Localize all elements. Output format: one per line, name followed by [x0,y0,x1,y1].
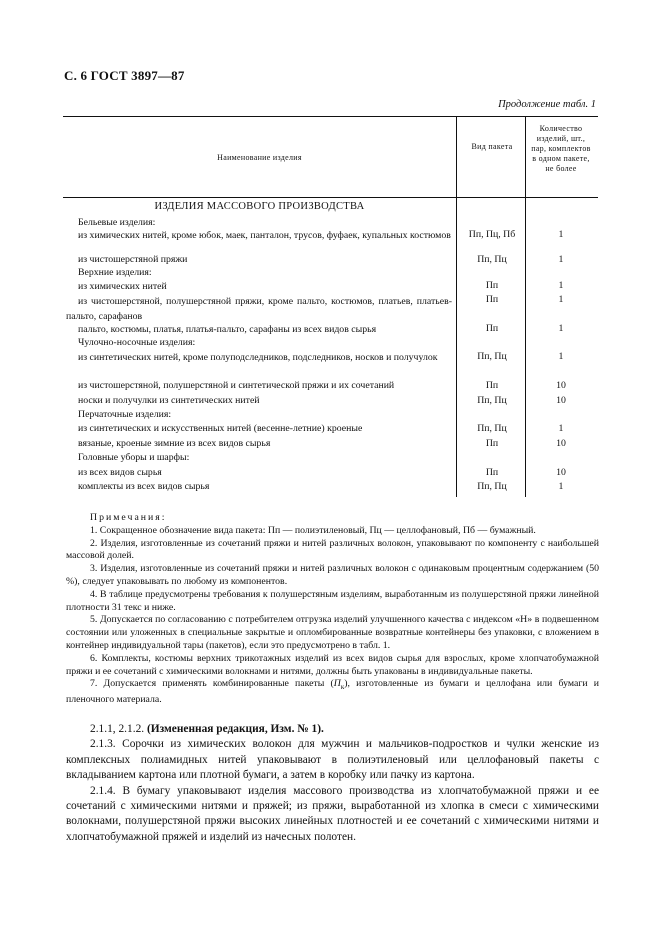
table-top-rule [63,116,598,117]
amendment-note: (Измененная редакция, Изм. № 1). [146,723,324,735]
table-row-category: Головные уборы и шарфы: [78,452,190,463]
note7-text-start: 7. Допускается применять комбинированные пакеты ( [90,678,334,690]
table-row-name: комплекты из всех видов сырья [78,481,210,492]
table-row-quantity: 1 [558,423,564,434]
table-row-quantity: 1 [558,229,564,240]
table-row-packet: Пп, Пц [477,481,507,492]
body-text [66,722,599,845]
column-header-quantity: Количество изделий, шт., пар, комплектов в одном пакете, не более [531,124,591,173]
table-row-packet: Пп, Пц, Пб [468,229,516,240]
combined-packet-subscript: к [340,683,345,692]
table-row-name: из химических нитей [78,281,167,292]
table-row-name: носки и получулки из синтетических нитей [78,395,260,406]
column-header-packet: Вид пакета [471,142,513,151]
table-row-packet: Пп, Пц [477,423,507,434]
table-row-name: из синтетических нитей, кроме полуподследников, подследников, носков и получулок [78,352,438,363]
table-row-quantity: 1 [558,280,564,291]
combined-packet-symbol: П [333,678,341,690]
paragraph-2-1-4: 2.1.4. В бумагу упаковывают изделия массового производства из хлопчатобумажной пряжи и ее сочетаний с химическими нитями и пряжей; из пряжи, выработанной из хлопка в смеси с химическими волокнами, полушерстяной пряжи высоких линейных плотностей и ее сочетаний с химическими нитями и хлопчатобумажной пряжей и изделий из начесных полотен. [66,784,599,843]
table-row-quantity: 1 [558,481,564,492]
table-row-name: вязаные, кроеные зимние из всех видов сырья [78,438,271,449]
paragraph-2-1-1 [66,722,599,737]
table-row-packet: Пп [485,280,499,291]
note-item: 6. Комплекты, костюмы верхних трикотажных изделий из всех видов сырья для взрослых, кроме хлопчатобумажной пряжи и ее сочетаний с химическими волокнами и нитями, должны быть упакованы в индивидуальные пакеты. [66,652,599,677]
table-row-quantity: 1 [558,351,564,362]
table-row-name: из чистошерстяной пряжи [78,254,188,265]
table-row-packet: Пп [485,467,499,478]
notes-title: Примечания: [90,512,167,523]
table-row-category: Верхние изделия: [78,267,152,278]
table-notes [66,512,599,707]
table-row-name: пальто, костюмы, платья, платья-пальто, сарафаны из всех видов сырья [78,324,377,335]
table-row-name: из чистошерстяной, полушерстяной пряжи, кроме пальто, костюмов, платьев, платьев-пальто, сарафанов [66,296,452,322]
note-item: 2. Изделия, изготовленные из сочетаний пряжи и нитей различных волокон, упаковывают по компоненту с наибольшей массовой долей. [66,537,599,562]
table-row-quantity: 1 [558,323,564,334]
table-row-name: из всех видов сырья [78,467,162,478]
table-row-packet: Пп, Пц [477,351,507,362]
note-item [66,678,599,707]
paragraph-number: 2.1.1, 2.1.2. [90,723,147,735]
note-item: 1. Сокращенное обозначение вида пакета: Пп — полиэтиленовый, Пц — целлофановый, Пб — бумажный. [90,524,536,536]
table-row-quantity: 1 [558,254,564,265]
table-section-title: ИЗДЕЛИЯ МАССОВОГО ПРОИЗВОДСТВА [154,201,365,212]
table-row-packet: Пп, Пц [477,254,507,265]
table-column-divider [456,116,457,497]
note-item: 3. Изделия, изготовленные из сочетаний пряжи и нитей различных волокон с одинаковым процентным содержанием (50 %), следует упаковывать по любому из компонентов. [66,563,599,587]
table-row-quantity: 1 [558,294,564,305]
note-item: 5. Допускается по согласованию с потребителем отгрузка изделий улучшенного качества с индексом «Н» в подвешенном состоянии или уложенных в специальные закрытые и опломбированные возвратные контейнеры без упаковки, с вложением в контейнер индивидуальной тары (пакетов), если это предусмотрено в табл. 1. [66,614,599,651]
table-row-category: Бельевые изделия: [78,217,156,228]
table-row-packet: Пп [485,323,499,334]
table-row-quantity: 10 [556,438,566,449]
table-row-packet: Пп, Пц [477,395,507,406]
table-header-rule [63,197,598,198]
page-header: С. 6 ГОСТ 3897—87 [64,68,185,83]
table-continuation-label: Продолжение табл. 1 [498,99,596,110]
note7-text-end: ), изготовленные из бумаги и целлофана или бумаги и пленочного материала. [66,678,599,706]
table-row-category: Перчаточные изделия: [78,409,172,420]
table-row-packet: Пп [485,438,499,449]
table-row-name: из синтетических и искусственных нитей (весенне-летние) кроеные [78,423,363,434]
table-row-name: из чистошерстяной, полушерстяной и синтетической пряжи и их сочетаний [78,380,395,391]
note-item: 4. В таблице предусмотрены требования к полушерстяным изделиям, выработанным из полушерстяной пряжи линейной плотности 31 текс и ниже. [66,588,599,613]
table-row-quantity: 10 [556,395,566,406]
table-row-packet: Пп [485,294,499,305]
table-row-quantity: 10 [556,467,566,478]
table-row-packet: Пп [485,380,499,391]
table-row-name: из химических нитей, кроме юбок, маек, панталон, трусов, фуфаек, купальных костюмов [78,230,451,241]
paragraph-2-1-3: 2.1.3. Сорочки из химических волокон для мужчин и мальчиков-подростков и чулки женские из комплексных полиамидных нитей упаковывают в полиэтиленовый или целлофановый пакеты с вкладыванием картона или плотной бумаги, а затем в коробку или пачку из картона. [66,738,599,782]
table-row-category: Чулочно-носочные изделия: [78,337,196,348]
column-header-name: Наименование изделия [217,153,302,162]
table-row-quantity: 10 [556,380,566,391]
